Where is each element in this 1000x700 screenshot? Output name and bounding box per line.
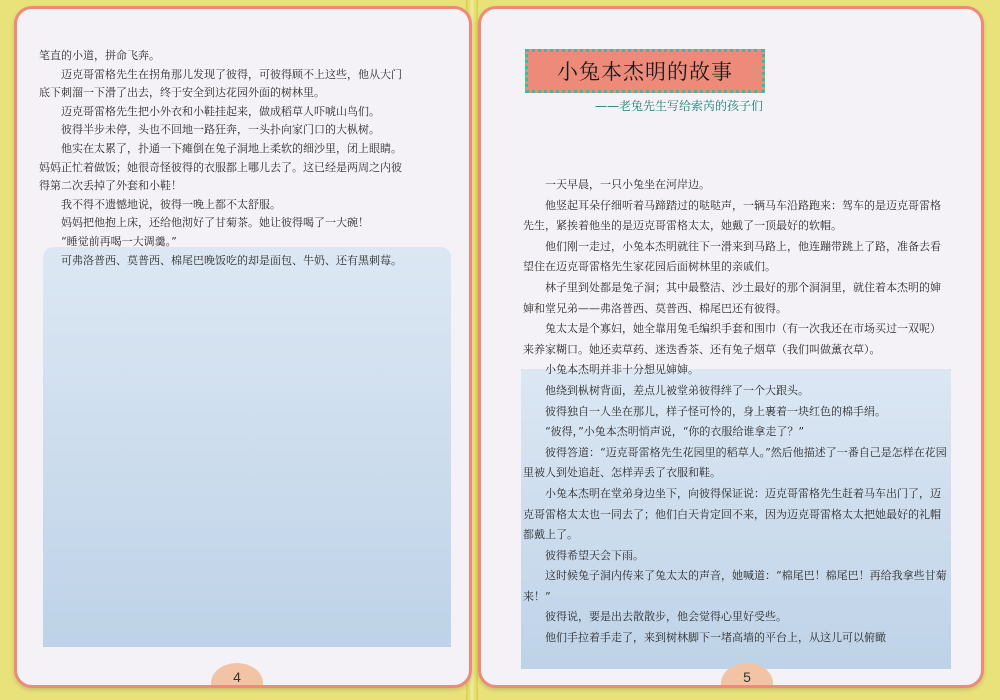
illustration-background xyxy=(43,247,451,647)
paragraph: 他竖起耳朵仔细听着马蹄踏过的哒哒声，一辆马车沿路跑来：驾车的是迈克哥雷格先生，紧挨着他坐的是迈克哥雷格太太，她戴了一顶最好的软帽。 xyxy=(523,198,941,233)
paragraph: 彼得希望天会下雨。 xyxy=(545,548,644,562)
paragraph: 这时候兔子洞内传来了兔太太的声音，她喊道：“棉尾巴！棉尾巴！再给我拿些甘菊来！” xyxy=(523,569,947,603)
left-page-text xyxy=(39,47,449,270)
story-title: 小兔本杰明的故事 xyxy=(525,49,765,93)
paragraph: 小兔本杰明在堂弟身边坐下，向彼得保证说：迈克哥雷格先生赶着马车出门了，迈克哥雷格太太也一同去了；他们白天肯定回不来，因为迈克哥雷格太太把她最好的礼帽都戴上了。 xyxy=(523,486,941,542)
paragraph: 他绕到枞树背面，差点儿被堂弟彼得绊了一个大跟头。 xyxy=(545,383,809,397)
paragraph: 底下刺溜一下滑了出去，终于安全到达花园外面的树林里。 xyxy=(39,86,325,100)
paragraph: 可弗洛普西、莫普西、棉尾巴晚饭吃的却是面包、牛奶、还有黑刺莓。 xyxy=(61,253,402,267)
paragraph: 笔直的小道，拼命飞奔。 xyxy=(39,49,160,62)
paragraph: “彼得，”小兔本杰明悄声说，“你的衣服给谁拿走了？” xyxy=(545,425,804,439)
paragraph: 我不得不遗憾地说，彼得一晚上都不太舒服。 xyxy=(61,197,281,211)
paragraph: 彼得独自一人坐在那儿，样子怪可怜的，身上裹着一块红色的棉手绢。 xyxy=(545,404,886,418)
paragraph: 兔太太是个寡妇，她全靠用兔毛编织手套和围巾（有一次我还在市场买过一双呢）来养家糊口。她还卖草药、迷迭香茶、还有兔子烟草（我们叫做薰衣草）。 xyxy=(523,322,941,356)
paragraph: 得第二次丢掉了外套和小鞋！ xyxy=(39,179,182,193)
left-page xyxy=(14,6,472,688)
right-page xyxy=(478,6,984,688)
paragraph: 一天早晨，一只小兔坐在河岸边。 xyxy=(545,178,710,191)
paragraph: 小兔本杰明并非十分想见婶婶。 xyxy=(545,363,699,377)
page-number-left: 4 xyxy=(211,663,263,688)
right-page-text xyxy=(523,175,947,649)
paragraph: 他实在太累了，扑通一下瘫倒在兔子洞地上柔软的细沙里，闭上眼睛。 xyxy=(61,141,402,155)
paragraph: 迈克哥雷格先生在拐角那儿发现了彼得，可彼得顾不上这些，他从大门 xyxy=(61,67,402,81)
paragraph: 他们手拉着手走了，来到树林脚下一堵高墙的平台上，从这儿可以俯瞰 xyxy=(545,631,886,645)
paragraph: 妈妈正忙着做饭；她很奇怪彼得的衣服都上哪儿去了。这已经是两周之内彼 xyxy=(39,160,402,174)
paragraph: 他们刚一走过，小兔本杰明就往下一滑来到马路上，他连蹦带跳上了路，准备去看望住在迈克哥雷格先生家花园后面树林里的亲戚们。 xyxy=(523,239,941,274)
page-number-right: 5 xyxy=(721,663,773,688)
paragraph: 妈妈把他抱上床，还给他沏好了甘菊茶。她让彼得喝了一大碗！ xyxy=(61,216,369,230)
paragraph: “睡觉前再喝一大调羹。” xyxy=(61,234,177,248)
paragraph: 林子里到处都是兔子洞；其中最整洁、沙土最好的那个洞洞里，就住着本杰明的婶婶和堂兄弟——弗洛普西、莫普西、棉尾巴还有彼得。 xyxy=(523,280,941,315)
story-subtitle: ——老兔先生写给索芮的孩子们 xyxy=(595,99,764,113)
paragraph: 彼得半步未停，头也不回地一路狂奔，一头扑向家门口的大枞树。 xyxy=(61,123,380,137)
paragraph: 迈克哥雷格先生把小外衣和小鞋挂起来，做成稻草人吓唬山鸟们。 xyxy=(61,104,380,118)
paragraph: 彼得说，要是出去散散步，他会觉得心里好受些。 xyxy=(545,610,787,624)
paragraph: 彼得答道：“迈克哥雷格先生花园里的稻草人。”然后他描述了一番自己是怎样在花园里被人到处追赶、怎样弄丢了衣服和鞋。 xyxy=(523,445,947,480)
